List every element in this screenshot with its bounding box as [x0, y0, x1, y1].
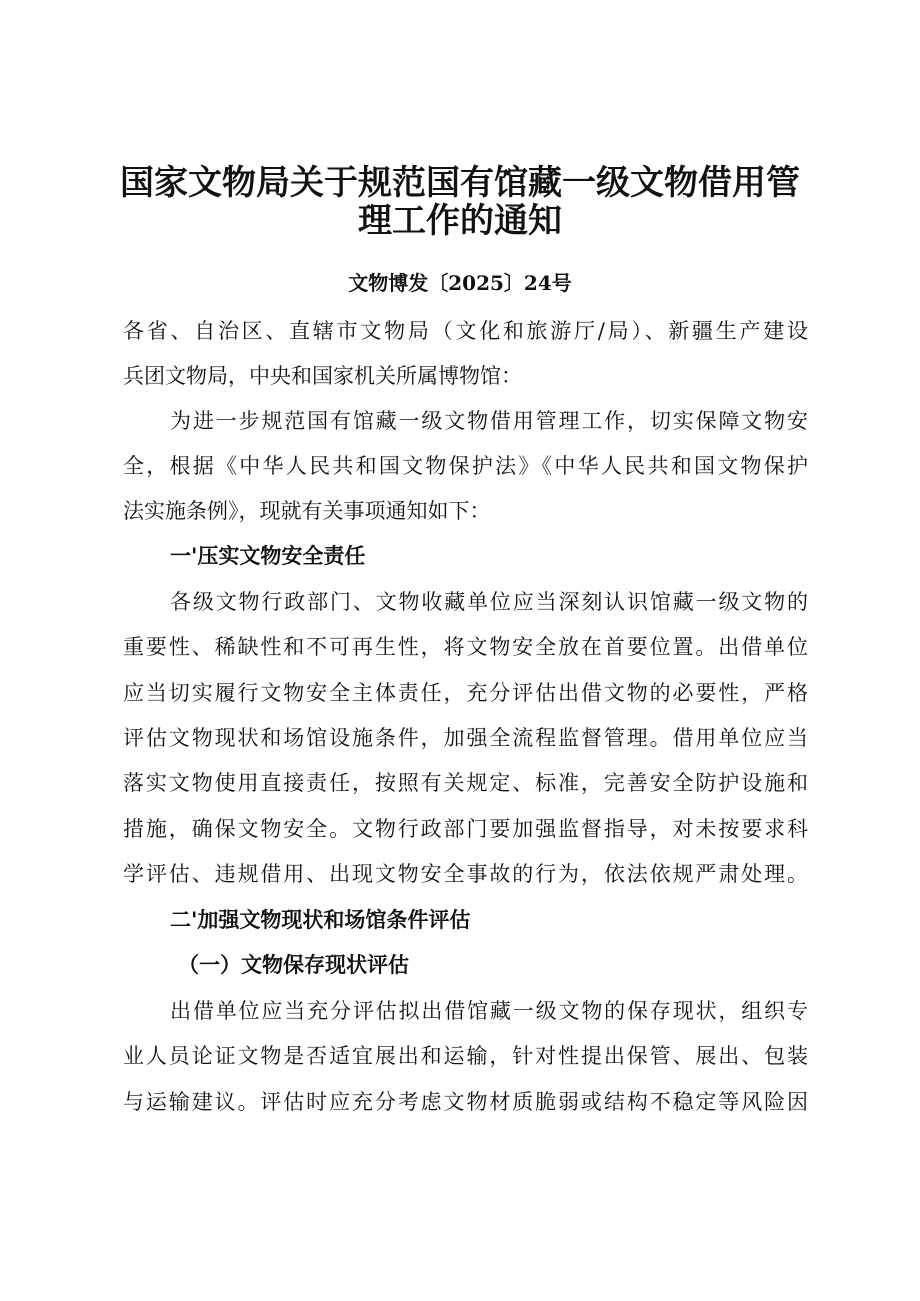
- section-1-line-6: 措施，确保文物安全。文物行政部门要加强监督指导，对未按要求科: [123, 817, 808, 841]
- document-title-line-2: 理工作的通知: [358, 201, 562, 241]
- intro-line-3: 法实施条例》，现就有关事项通知如下：: [123, 499, 491, 523]
- addressee-line-1: 各省、自治区、直辖市文物局（文化和旅游厅/局）、新疆生产建设: [123, 319, 808, 343]
- section-2-heading: 二'加强文物现状和场馆条件评估: [170, 907, 471, 932]
- intro-line-1: 为进一步规范国有馆藏一级文物借用管理工作，切实保障文物安: [170, 409, 808, 433]
- document-title-line-1: 国家文物局关于规范国有馆藏一级文物借用管: [120, 163, 800, 203]
- section-2-line-3: 与运输建议。评估时应充分考虑文物材质脆弱或结构不稳定等风险因: [123, 1090, 808, 1114]
- section-1-heading: 一'压实文物安全责任: [170, 543, 366, 568]
- section-1-line-7: 学评估、违规借用、出现文物安全事故的行为，依法依规严肃处理。: [123, 862, 808, 886]
- section-1-line-4: 评估文物现状和场馆设施条件，加强全流程监督管理。借用单位应当: [123, 726, 808, 750]
- section-1-line-2: 重要性、稀缺性和不可再生性，将文物安全放在首要位置。出借单位: [123, 635, 808, 659]
- section-1-line-1: 各级文物行政部门、文物收藏单位应当深刻认识馆藏一级文物的: [170, 590, 808, 614]
- section-2-subheading: （一）文物保存现状评估: [178, 952, 409, 977]
- section-1-line-3: 应当切实履行文物安全主体责任，充分评估出借文物的必要性，严格: [123, 681, 808, 705]
- addressee-line-2: 兵团文物局，中央和国家机关所属博物馆：: [123, 364, 522, 388]
- section-2-line-2: 业人员论证文物是否适宜展出和运输，针对性提出保管、展出、包装: [123, 1044, 808, 1068]
- section-2-line-1: 出借单位应当充分评估拟出借馆藏一级文物的保存现状，组织专: [170, 999, 808, 1023]
- section-1-line-5: 落实文物使用直接责任，按照有关规定、标准，完善安全防护设施和: [123, 771, 808, 795]
- document-number: 文物博发〔2025〕24号: [348, 271, 572, 295]
- intro-line-2: 全，根据《中华人民共和国文物保护法》《中华人民共和国文物保护: [123, 454, 808, 478]
